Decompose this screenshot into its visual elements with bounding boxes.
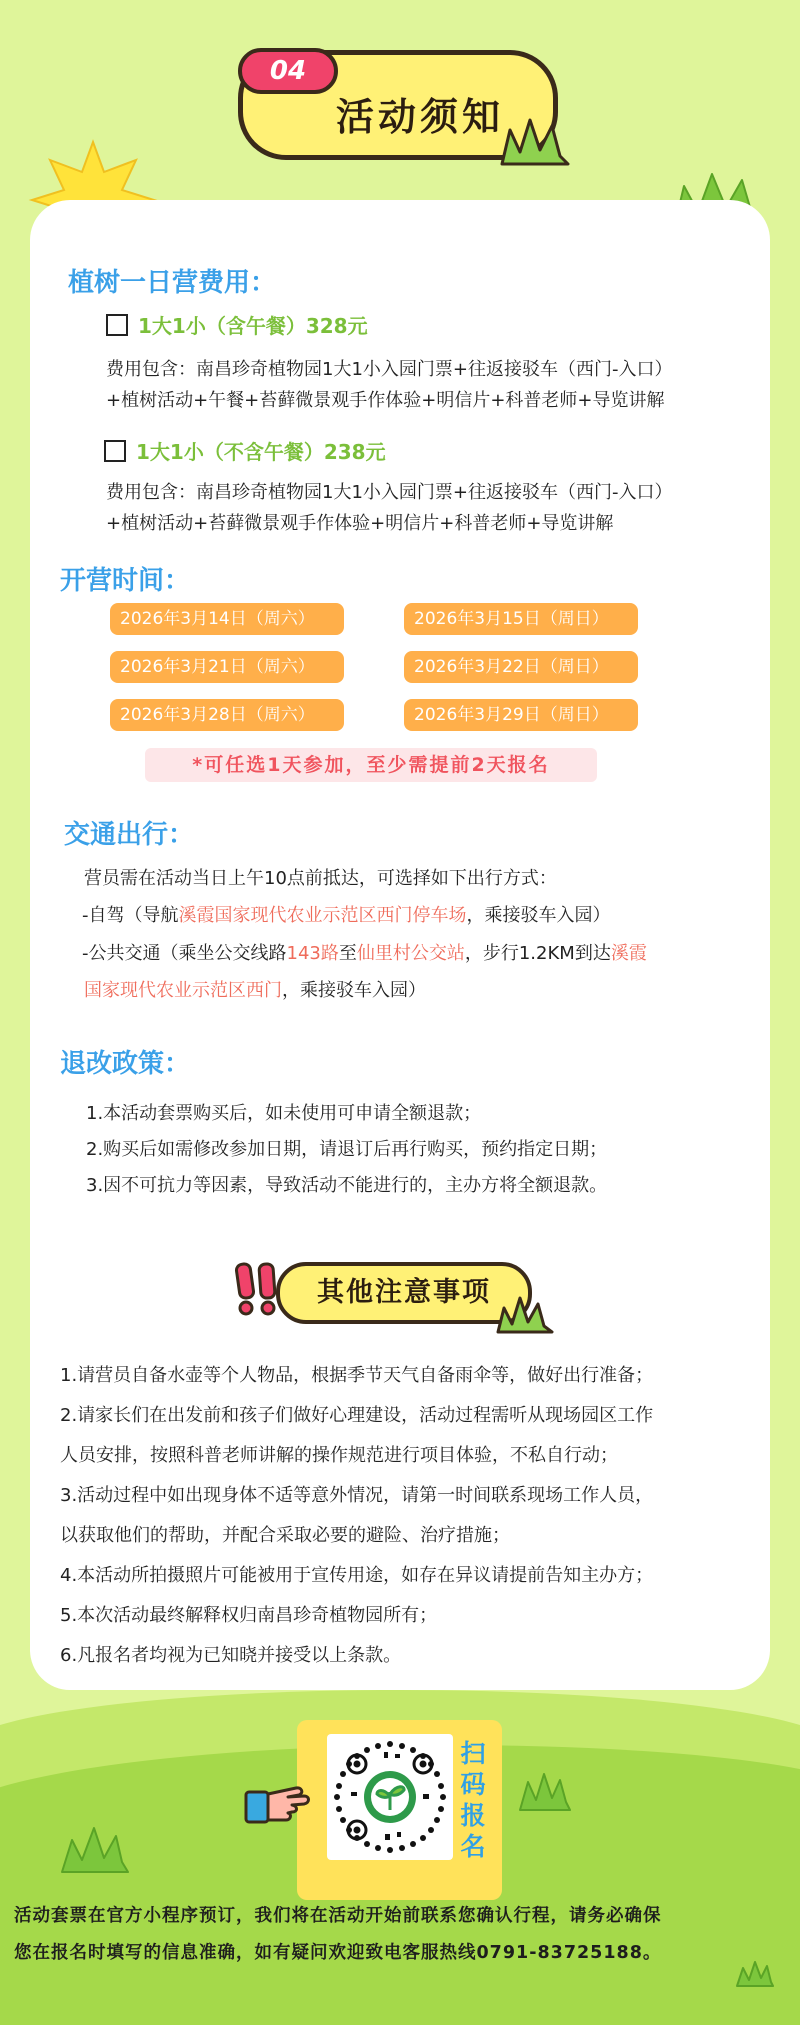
note-line: 3.活动过程中如出现身体不适等意外情况，请第一时间联系现场工作人员， — [60, 1485, 654, 1506]
checkbox-icon[interactable] — [104, 440, 126, 462]
fee-option-label: 1大1小（不含午餐）238元 — [136, 440, 386, 464]
transport-section-title: 交通出行： — [64, 820, 195, 850]
refund-item: 2.购买后如需修改参加日期，请退订后再行购买，预约指定日期； — [86, 1139, 608, 1160]
bus-route: 143路 — [286, 943, 339, 964]
refund-item: 3.因不可抗力等因素，导致活动不能进行的，主办方将全额退款。 — [86, 1175, 608, 1196]
bus-to: 至 — [338, 943, 357, 964]
pointing-hand-icon — [244, 1774, 316, 1826]
date-pill[interactable]: 2026年3月15日（周日） — [404, 603, 638, 635]
note-line: 人员安排，按照科普老师讲解的操作规范进行项目体验，不私自行动； — [60, 1445, 618, 1466]
fees-section-title: 植树一日营费用： — [68, 268, 277, 298]
drive-destination: 溪霞国家现代农业示范区西门停车场 — [178, 905, 467, 926]
bus-suffix: ，乘接驳车入园） — [282, 980, 426, 1001]
fee-details-line: +植树活动+午餐+苔藓微景观手作体验+明信片+科普老师+导览讲解 — [106, 390, 665, 411]
schedule-section-title: 开营时间： — [60, 566, 191, 596]
fee-option-label: 1大1小（含午餐）328元 — [138, 314, 368, 338]
date-pill[interactable]: 2026年3月29日（周日） — [404, 699, 638, 731]
drive-prefix: -自驾（导航 — [82, 905, 179, 926]
grass-icon — [496, 1296, 554, 1334]
transport-bus-cont — [84, 975, 426, 1006]
note-line: 4.本活动所拍摄照片可能被用于宣传用途，如存在异议请提前告知主办方； — [60, 1565, 654, 1586]
bus-prefix: -公共交通（乘坐公交线路 — [82, 943, 287, 964]
transport-intro: 营员需在活动当日上午10点前抵达，可选择如下出行方式： — [84, 868, 557, 889]
transport-drive — [82, 900, 611, 931]
transport-bus — [82, 938, 742, 969]
refund-section-title: 退改政策： — [60, 1049, 191, 1079]
section-number-badge: 04 — [238, 48, 338, 94]
registration-note: *可任选1天参加，至少需提前2天报名 — [145, 748, 597, 782]
drive-suffix: ，乘接驳车入园） — [466, 905, 611, 926]
notes-title: 其他注意事项 — [317, 1277, 491, 1308]
date-pill[interactable]: 2026年3月28日（周六） — [110, 699, 344, 731]
bus-destination-part2: 国家现代农业示范区西门 — [84, 980, 282, 1001]
scan-to-register-label: 扫码报名 — [460, 1739, 486, 1861]
qr-code-icon — [327, 1734, 453, 1860]
note-line: 6.凡报名者均视为已知晓并接受以上条款。 — [60, 1645, 402, 1666]
note-line: 1.请营员自备水壶等个人物品，根据季节天气自备雨伞等，做好出行准备； — [60, 1365, 654, 1386]
note-line: 2.请家长们在出发前和孩子们做好心理建设，活动过程需听从现场园区工作 — [60, 1405, 654, 1426]
fee-details-line: +植树活动+苔藓微景观手作体验+明信片+科普老师+导览讲解 — [106, 513, 614, 534]
grass-icon — [60, 1826, 130, 1874]
fee-option-with-lunch[interactable] — [106, 310, 368, 339]
fee-details-line: 费用包含：南昌珍奇植物园1大1小入园门票+往返接驳车（西门-入口） — [106, 359, 673, 380]
footer-text — [14, 1898, 786, 1972]
bus-stop: 仙里村公交站 — [356, 943, 465, 964]
date-pill[interactable]: 2026年3月14日（周六） — [110, 603, 344, 635]
date-pill[interactable]: 2026年3月21日（周六） — [110, 651, 344, 683]
footer-line: 您在报名时填写的信息准确，如有疑问欢迎致电客服热线0791-83725188。 — [14, 1943, 662, 1963]
bus-walk: ，步行1.2KM到达 — [464, 943, 611, 964]
fee-option-without-lunch[interactable] — [104, 436, 386, 465]
note-line: 以获取他们的帮助，并配合采取必要的避险、治疗措施； — [60, 1525, 510, 1546]
note-line: 5.本次活动最终解释权归南昌珍奇植物园所有； — [60, 1605, 438, 1626]
grass-icon — [518, 1772, 572, 1812]
date-pill[interactable]: 2026年3月22日（周日） — [404, 651, 638, 683]
footer-line: 活动套票在官方小程序预订，我们将在活动开始前联系您确认行程，请务必确保 — [14, 1906, 662, 1926]
qr-code[interactable] — [327, 1734, 453, 1860]
checkbox-icon[interactable] — [106, 314, 128, 336]
bus-destination-part1: 溪霞 — [610, 943, 647, 964]
page-title: 活动须知 — [335, 95, 504, 139]
fee-details-line: 费用包含：南昌珍奇植物园1大1小入园门票+往返接驳车（西门-入口） — [106, 482, 673, 503]
refund-item: 1.本活动套票购买后，如未使用可申请全额退款； — [86, 1103, 482, 1124]
